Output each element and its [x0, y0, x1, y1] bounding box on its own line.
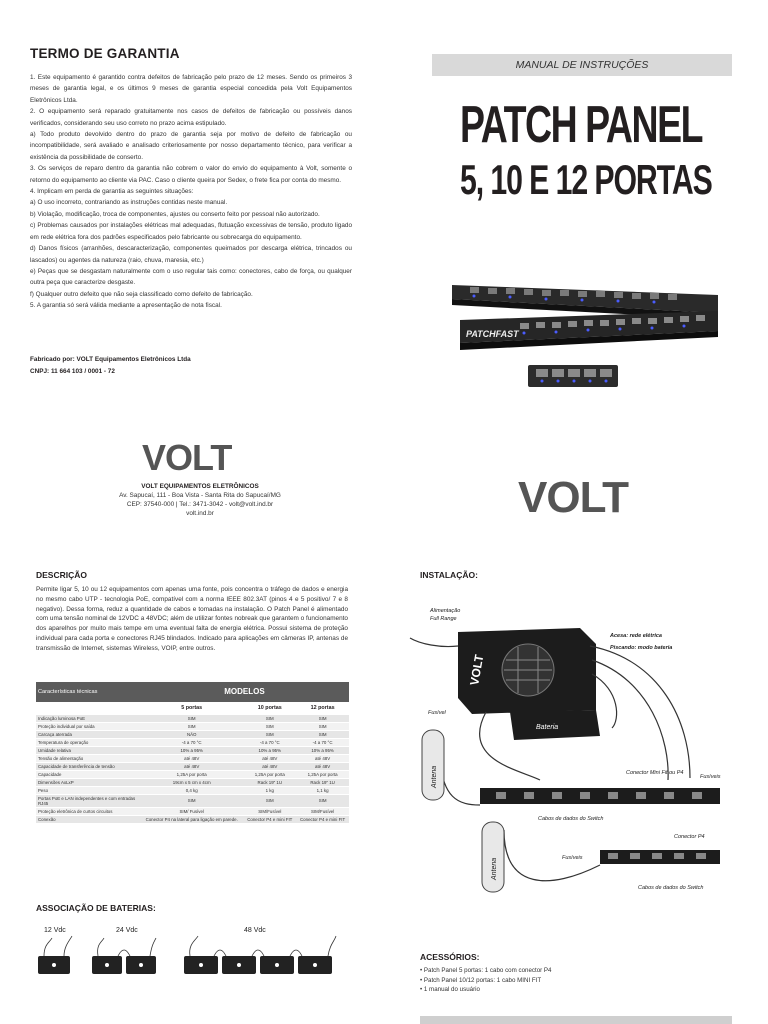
product-brand-label: PATCHFAST	[466, 329, 519, 339]
accessory-item: • Patch Panel 5 portas: 1 cabo com conector P4	[420, 967, 552, 974]
spec-value: 1 kg	[243, 786, 296, 794]
warranty-paragraph: d) Danos físicos (arranhões, descaracterização, componentes queimados por descarga elétrica, trincados ou lascados) ou agentes da natureza (raio, chuva, maresia, etc.)	[30, 245, 352, 264]
company-name: VOLT EQUIPAMENTOS ELETRÔNICOS	[141, 483, 259, 490]
specs-empty-cell	[36, 702, 140, 714]
spec-label: Proteção individual por saída	[36, 722, 140, 730]
spec-row	[36, 762, 349, 770]
label-fuse: Fusível	[428, 710, 446, 716]
accessories-list	[420, 966, 552, 995]
patch-panel-front	[460, 311, 718, 350]
company-contact: CEP: 37540-000 | Tel.: 3471-3042 - volt@volt.ind.br	[126, 501, 274, 508]
warranty-paragraph: c) Problemas causados por instalações elétricas mal adequadas, flutuação excessivas de tensão, produto ligado em rede elétrica fora dos padrões especificados pelo fabricante ou sobrecarga do equipamento.	[30, 222, 352, 241]
volt-logo-right	[516, 474, 652, 518]
spec-row	[36, 754, 349, 762]
spec-value: Conector P4 e mini FIT	[243, 815, 296, 823]
spec-value: SIM	[296, 714, 349, 722]
label-switch-cables-2: Cabos de dados do Switch	[638, 885, 704, 891]
label-fuses-2: Fusíveis	[562, 855, 583, 861]
spec-row	[36, 778, 349, 786]
spec-value: SIM	[140, 714, 243, 722]
specs-models-header: MODELOS	[140, 682, 349, 702]
warranty-paragraph: a) Todo produto devolvido dentro do prazo de garantia seja por motivo de defeito de fabricação ou incompatibilidade, será avaliado e analisado criteriosamente por nosso departamento técnico, para verificar a existência da possibilidade de conserto.	[30, 131, 352, 161]
spec-value: 10% a 95%	[296, 746, 349, 754]
company-website: volt.ind.br	[186, 510, 214, 517]
warranty-paragraph: 3. Os serviços de reparo dentro da garantia não cobrem o valor do envio do equipamento à Volt, somente o retorno do equipamento ao cliente via PAC. Caso o cliente queira por Sedex, o frete fica por conta do mesmo.	[30, 165, 352, 184]
spec-value: SIM	[243, 722, 296, 730]
warranty-paragraph: 4. Implicam em perda de garantia as seguintes situações:	[30, 188, 194, 196]
spec-row	[36, 746, 349, 754]
battery-box	[510, 710, 600, 740]
battery-marker	[139, 963, 143, 967]
spec-value: até 48V	[140, 754, 243, 762]
spec-value: até 48V	[296, 762, 349, 770]
spec-value: 1,25A por porta	[243, 770, 296, 778]
specs-models-row	[36, 702, 349, 714]
label-fuses: Fusíveis	[700, 774, 721, 780]
spec-value: Conector P4 na lateral para ligação em parede.	[140, 815, 243, 823]
warranty-paragraph: 2. O equipamento será reparado gratuitamente nos casos de defeitos de fabricação ou possíveis danos verificados, considerando seu uso correto no prazo acima estipulado.	[30, 108, 352, 127]
spec-row	[36, 730, 349, 738]
specs-header-label: Características técnicas	[36, 682, 140, 702]
product-photo	[440, 265, 730, 395]
spec-row	[36, 770, 349, 778]
label-connector-p4: Conector P4	[674, 834, 705, 840]
spec-value: até 48V	[243, 762, 296, 770]
spec-value: -4 a 70 °C	[140, 738, 243, 746]
antenna-label-2: Antena	[491, 857, 498, 880]
battery-marker	[52, 963, 56, 967]
spec-value: SIM/Fusível	[243, 807, 296, 815]
antenna-1	[422, 730, 444, 800]
patch-panel-install	[480, 788, 720, 804]
spec-value: SIM	[296, 730, 349, 738]
label-led-blink: Piscando: modo bateria	[610, 645, 673, 651]
warranty-title: TERMO DE GARANTIA	[30, 46, 180, 61]
spec-label: Indicação luminosa PoE	[36, 714, 140, 722]
spec-value: 19cm x 5 cm x 4cm	[140, 778, 243, 786]
battery-marker	[275, 963, 279, 967]
model-name: 5 portas	[140, 702, 243, 714]
installation-title: INSTALAÇÃO:	[420, 570, 478, 580]
product-subtitle: 5, 10 E 12 PORTAS	[460, 156, 712, 203]
spec-label: Capacidade	[36, 770, 140, 778]
patch-panel-small-install	[600, 850, 720, 864]
manufacturer-info	[30, 354, 191, 378]
spec-row	[36, 807, 349, 815]
spec-value: SIM	[243, 714, 296, 722]
spec-value: SIM	[140, 794, 243, 807]
logo-text: VOLT	[518, 474, 629, 518]
specs-table	[36, 682, 349, 824]
battery-marker	[237, 963, 241, 967]
spec-value: SIM	[140, 722, 243, 730]
spec-label: Proteção eletrônica de curtos circuitos	[36, 807, 140, 815]
product-title: PATCH PANEL	[460, 96, 703, 154]
antenna-2	[482, 822, 504, 892]
patch-panel-small	[528, 365, 618, 387]
warranty-paragraph: b) Violação, modificação, troca de componentes, ajustes ou conserto feito por pessoal não autorizado.	[30, 210, 320, 218]
model-name: 10 portas	[243, 702, 296, 714]
battery-label: Bateria	[536, 724, 559, 731]
spec-label: Capacidade de transferência de tensão	[36, 762, 140, 770]
spec-value: Conector P4 e mini FIT	[296, 815, 349, 823]
spec-label: Conexão	[36, 815, 140, 823]
specs-rows	[36, 714, 349, 823]
spec-value: SIM	[296, 722, 349, 730]
spec-row	[36, 738, 349, 746]
battery-icons	[38, 956, 332, 974]
spec-label: Portas PoE e LAN independentes e com entradas RJ45	[36, 794, 140, 807]
spec-label: Peso	[36, 786, 140, 794]
accessories-title: ACESSÓRIOS:	[420, 952, 480, 962]
battery-marker	[313, 963, 317, 967]
accessory-item: • Patch Panel 10/12 portas: 1 cabo MINI FIT	[420, 976, 542, 984]
spec-value: -4 a 70 °C	[296, 738, 349, 746]
warranty-paragraph: 5. A garantia só será válida mediante a apresentação de nota fiscal.	[30, 302, 222, 310]
spec-row	[36, 722, 349, 730]
accessory-item: • 1 manual do usuário	[420, 986, 480, 993]
battery-group-label: 12 Vdc	[44, 927, 66, 934]
label-connector-minifit: Conector Mini Fit ou P4	[626, 770, 684, 776]
warranty-paragraph: f) Qualquer outro defeito que não seja classificado como defeito de fabricação.	[30, 290, 253, 298]
spec-value: 1,25A por porta	[140, 770, 243, 778]
battery-wires	[44, 936, 336, 956]
manufacturer-cnpj: CNPJ: 11 664 103 / 0001 - 72	[30, 368, 115, 375]
label-power: Alimentação	[430, 608, 461, 614]
power-supply	[458, 628, 596, 714]
spec-value: 10% a 95%	[243, 746, 296, 754]
battery-group-label: 24 Vdc	[116, 927, 138, 934]
spec-label: Tensão de alimentação	[36, 754, 140, 762]
battery-title: ASSOCIAÇÃO DE BATERIAS:	[36, 903, 156, 913]
spec-value: SIM	[296, 794, 349, 807]
spec-value: 10% a 95%	[140, 746, 243, 754]
spec-value: NÃO	[140, 730, 243, 738]
installation-diagram	[400, 600, 740, 920]
spec-row	[36, 714, 349, 722]
description-title: DESCRIÇÃO	[36, 570, 88, 580]
antenna-label: Antena	[431, 765, 438, 788]
spec-row	[36, 794, 349, 807]
specs-header-row	[36, 682, 349, 702]
spec-row	[36, 815, 349, 823]
spec-value: Rack 19" 1U	[296, 778, 349, 786]
model-name: 12 portas	[296, 702, 349, 714]
spec-value: SIM	[243, 794, 296, 807]
footer-bar	[420, 1016, 732, 1024]
spec-value: SIM	[243, 730, 296, 738]
spec-value: até 48V	[140, 762, 243, 770]
spec-label: Dimensões AxLxP	[36, 778, 140, 786]
spec-value: SIM/Fusível	[296, 807, 349, 815]
battery-marker	[105, 963, 109, 967]
spec-row	[36, 786, 349, 794]
label-full-range: Full Range	[430, 616, 457, 622]
battery-marker	[199, 963, 203, 967]
warranty-paragraph: e) Peças que se desgastam naturalmente com o uso regular tais como: conectores, cabo de força, ou qualquer outra peça que caracterize desgaste.	[30, 267, 352, 287]
spec-value: -4 a 70 °C	[243, 738, 296, 746]
manual-banner: MANUAL DE INSTRUÇÕES	[432, 54, 732, 76]
spec-value: até 48V	[296, 754, 349, 762]
spec-value: 1,1 kg	[296, 786, 349, 794]
warranty-paragraph: a) O uso incorreto, contrariando as instruções contidas neste manual.	[30, 199, 228, 207]
battery-group-label: 48 Vdc	[244, 927, 266, 934]
spec-value: até 48V	[243, 754, 296, 762]
company-info	[100, 482, 300, 518]
spec-label: Umidade relativa	[36, 746, 140, 754]
battery-diagram	[30, 920, 360, 982]
manufacturer-name: Fabricado por: VOLT Equipamentos Eletrônicos Ltda	[30, 356, 191, 363]
spec-value: 1,25A por porta	[296, 770, 349, 778]
warranty-paragraph: 1. Este equipamento é garantido contra defeitos de fabricação pelo prazo de 12 meses. Sendo os primeiros 3 meses de garantia legal, e os últimos 9 meses de garantia especial concedida pela Volt Equipamentos Eletrônicos Ltda.	[30, 74, 352, 104]
logo-text: VOLT	[142, 438, 232, 476]
warranty-body	[30, 72, 352, 312]
spec-value: Rack 19" 1U	[243, 778, 296, 786]
label-led-on: Acesa: rede elétrica	[610, 633, 662, 639]
spec-value: 0,4 kg	[140, 786, 243, 794]
spec-label: Temperatura de operação	[36, 738, 140, 746]
spec-label: Carcaça aterrada	[36, 730, 140, 738]
company-address: Av. Sapucaí, 111 - Boa Vista - Santa Rita do Sapucaí/MG	[119, 492, 281, 499]
spec-value: SIM/ Fusível	[140, 807, 243, 815]
label-switch-cables: Cabos de dados do Switch	[538, 816, 604, 822]
psu-logo: VOLT	[467, 653, 487, 687]
description-text: Permite ligar 5, 10 ou 12 equipamentos com apenas uma fonte, pois concentra o tráfego de dados e energia no mesmo cabo UTP - tecnologia PoE, compatível com a norma IEEE 802.3AT (pinos 4 e 5 positivo/ 7 e 8 negativo). Dessa forma, reduz a quantidade de cabos e tomadas na instalação. O Patch Panel é alimentado com uma tensão nominal de 12VDC a 48VDC; além de utilizar fontes nobreak que garantem o funcionamento dos aparelhos por muito mais tempe em uma eventual falta de energia elétrica. Possui sistema de proteção individual para cada porta e conectores RJ45 blindados. Indicado para aplicações em câmeras IP, antenas de transmissão de Internet, sistemas Wireless, VOIP, entre outros.	[36, 586, 348, 652]
volt-logo-left	[140, 438, 250, 476]
